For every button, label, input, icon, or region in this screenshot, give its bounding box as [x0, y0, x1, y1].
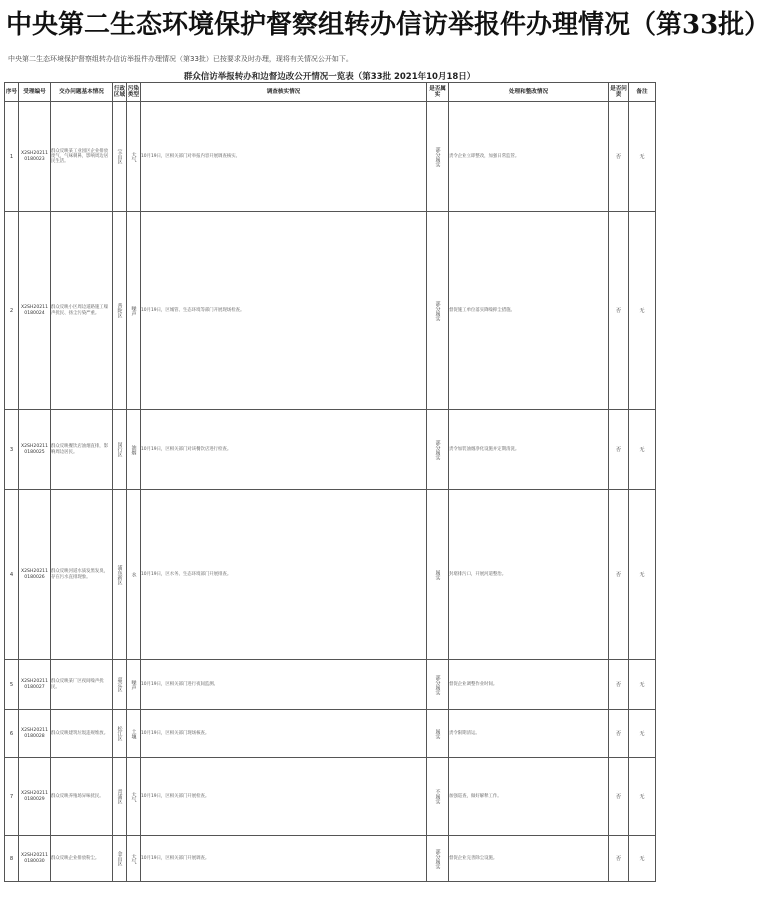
cell-accountability: 否 [609, 660, 629, 710]
cell-accountability: 否 [609, 758, 629, 836]
cell-remark: 无 [629, 758, 656, 836]
cell-code: X2SH202110180030 [20, 853, 49, 864]
cell-remark: 无 [629, 410, 656, 490]
cell-accountability: 否 [609, 102, 629, 212]
cell-type: 噪声 [130, 679, 137, 690]
cell-true-status: 属实 [434, 728, 441, 739]
cell-verify: 10月19日，区相关部门对举报内容开展调查核实。 [141, 153, 240, 159]
cell-district: 嘉定区 [116, 677, 123, 692]
header-type: 污染类型 [127, 83, 141, 102]
table-row [5, 490, 656, 660]
cell-handling: 督促企业完善除尘设施。 [449, 855, 498, 861]
cell-true-status: 部分属实 [434, 674, 441, 695]
table-row [5, 660, 656, 710]
cell-issue: 群众反映某工业园区企业排放废气，气味刺鼻，影响周边居民生活。 [51, 148, 109, 165]
cell-district: 普陀区 [116, 303, 123, 318]
cell-accountability: 否 [609, 490, 629, 660]
cell-issue: 群众反映餐饮店油烟直排，影响周边居民。 [51, 444, 109, 455]
cell-handling: 责令加装油烟净化设施并定期清洗。 [449, 446, 520, 452]
cell-verify: 10月19日，区相关部门现场核查。 [141, 730, 210, 736]
cell-handling: 责令企业立即整改，加强日常监管。 [449, 153, 520, 159]
cell-issue: 群众反映河道水质发黑发臭，存在污水直排现象。 [51, 569, 109, 580]
cell-code: X2SH202110180026 [20, 569, 49, 580]
cell-handling: 督促施工单位落实降噪抑尘措施。 [449, 307, 515, 313]
header-district: 行政区域 [113, 83, 127, 102]
cell-type: 油烟 [130, 444, 137, 455]
table-header-row [5, 83, 656, 102]
cell-handling: 督促企业调整作业时间。 [449, 681, 498, 687]
cell-handling: 封堵排污口，开展河道整治。 [449, 571, 507, 577]
cell-type: 大气 [130, 151, 137, 162]
cell-code: X2SH202110180023 [20, 151, 49, 162]
cell-true-status: 不属实 [434, 789, 441, 804]
header-issue: 交办问题基本情况 [51, 83, 113, 102]
cell-true-status: 部分属实 [434, 848, 441, 869]
header-true-status: 是否属实 [427, 83, 449, 102]
cell-type: 土壤 [130, 728, 137, 739]
cell-accountability: 否 [609, 836, 629, 882]
cell-true-status: 部分属实 [434, 146, 441, 167]
cell-code: X2SH202110180025 [20, 444, 49, 455]
header-verify: 调查核实情况 [141, 83, 427, 102]
cell-code: X2SH202110180027 [20, 679, 49, 690]
cell-no: 8 [5, 836, 19, 882]
cell-no: 7 [5, 758, 19, 836]
header-code: 受理编号 [19, 83, 51, 102]
table-row [5, 102, 656, 212]
table-row [5, 836, 656, 882]
cell-district: 浦东新区 [116, 564, 123, 585]
cell-verify: 10月19日，区相关部门进行夜间监测。 [141, 681, 219, 687]
cell-no: 5 [5, 660, 19, 710]
cell-no: 4 [5, 490, 19, 660]
cell-issue: 群众反映小区周边道路施工噪声扰民、扬尘污染严重。 [51, 305, 109, 316]
cell-true-status: 部分属实 [434, 300, 441, 321]
cell-verify: 10月19日，区相关部门开展检查。 [141, 793, 210, 799]
header-accountability: 是否问责 [609, 83, 629, 102]
table-row [5, 710, 656, 758]
table-row [5, 212, 656, 410]
cell-district: 松江区 [116, 726, 123, 741]
cell-no: 1 [5, 102, 19, 212]
cell-true-status: 属实 [434, 569, 441, 580]
cell-issue: 群众反映建筑垃圾违规堆放。 [51, 730, 109, 736]
cell-accountability: 否 [609, 710, 629, 758]
cell-type: 水 [130, 572, 137, 577]
cell-district: 金山区 [116, 851, 123, 866]
cell-verify: 10月19日，区相关部门开展调查。 [141, 855, 210, 861]
document-intro: 中央第二生态环境保护督察组转办信访举报件办理情况（第33批）已按要求及时办理，现将有关情况公开如下。 [8, 55, 353, 63]
header-handling: 处理和整改情况 [449, 83, 609, 102]
cell-accountability: 否 [609, 410, 629, 490]
cell-code: X2SH202110180024 [20, 305, 49, 316]
header-no: 序号 [5, 83, 19, 102]
header-remark: 备注 [629, 83, 656, 102]
table-row [5, 758, 656, 836]
cell-district: 青浦区 [116, 789, 123, 804]
cell-handling: 加强巡查，做好解释工作。 [449, 793, 502, 799]
cell-no: 2 [5, 212, 19, 410]
cell-code: X2SH202110180028 [20, 728, 49, 739]
cell-issue: 群众反映企业排放粉尘。 [51, 855, 100, 861]
cell-district: 宝山区 [116, 149, 123, 164]
cell-no: 6 [5, 710, 19, 758]
cell-type: 大气 [130, 791, 137, 802]
cell-remark: 无 [629, 102, 656, 212]
cell-remark: 无 [629, 836, 656, 882]
cell-true-status: 部分属实 [434, 439, 441, 460]
table-row [5, 410, 656, 490]
cell-issue: 群众反映某厂区夜间噪声扰民。 [51, 679, 104, 690]
cell-verify: 10月19日，区城管、生态环境等部门开展现场检查。 [141, 307, 245, 313]
cell-verify: 10月19日，区水务、生态环境部门开展排查。 [141, 571, 232, 577]
cell-no: 3 [5, 410, 19, 490]
cell-remark: 无 [629, 660, 656, 710]
cell-remark: 无 [629, 212, 656, 410]
cell-remark: 无 [629, 710, 656, 758]
cell-accountability: 否 [609, 212, 629, 410]
cell-type: 噪声 [130, 305, 137, 316]
cell-handling: 责令限期清运。 [449, 730, 480, 736]
cell-issue: 群众反映养殖场异味扰民。 [51, 793, 104, 799]
table-title: 群众信访举报转办和边督边改公开情况一览表（第33批 2021年10月18日） [183, 72, 476, 82]
cell-district: 闵行区 [116, 442, 123, 457]
cell-verify: 10月19日，区相关部门对该餐饮店进行检查。 [141, 446, 232, 452]
report-table [4, 82, 656, 882]
cell-remark: 无 [629, 490, 656, 660]
cell-code: X2SH202110180029 [20, 791, 49, 802]
cell-type: 大气 [130, 853, 137, 864]
document-title: 中央第二生态环境保护督察组转办信访举报件办理情况（第33批） [6, 10, 770, 40]
